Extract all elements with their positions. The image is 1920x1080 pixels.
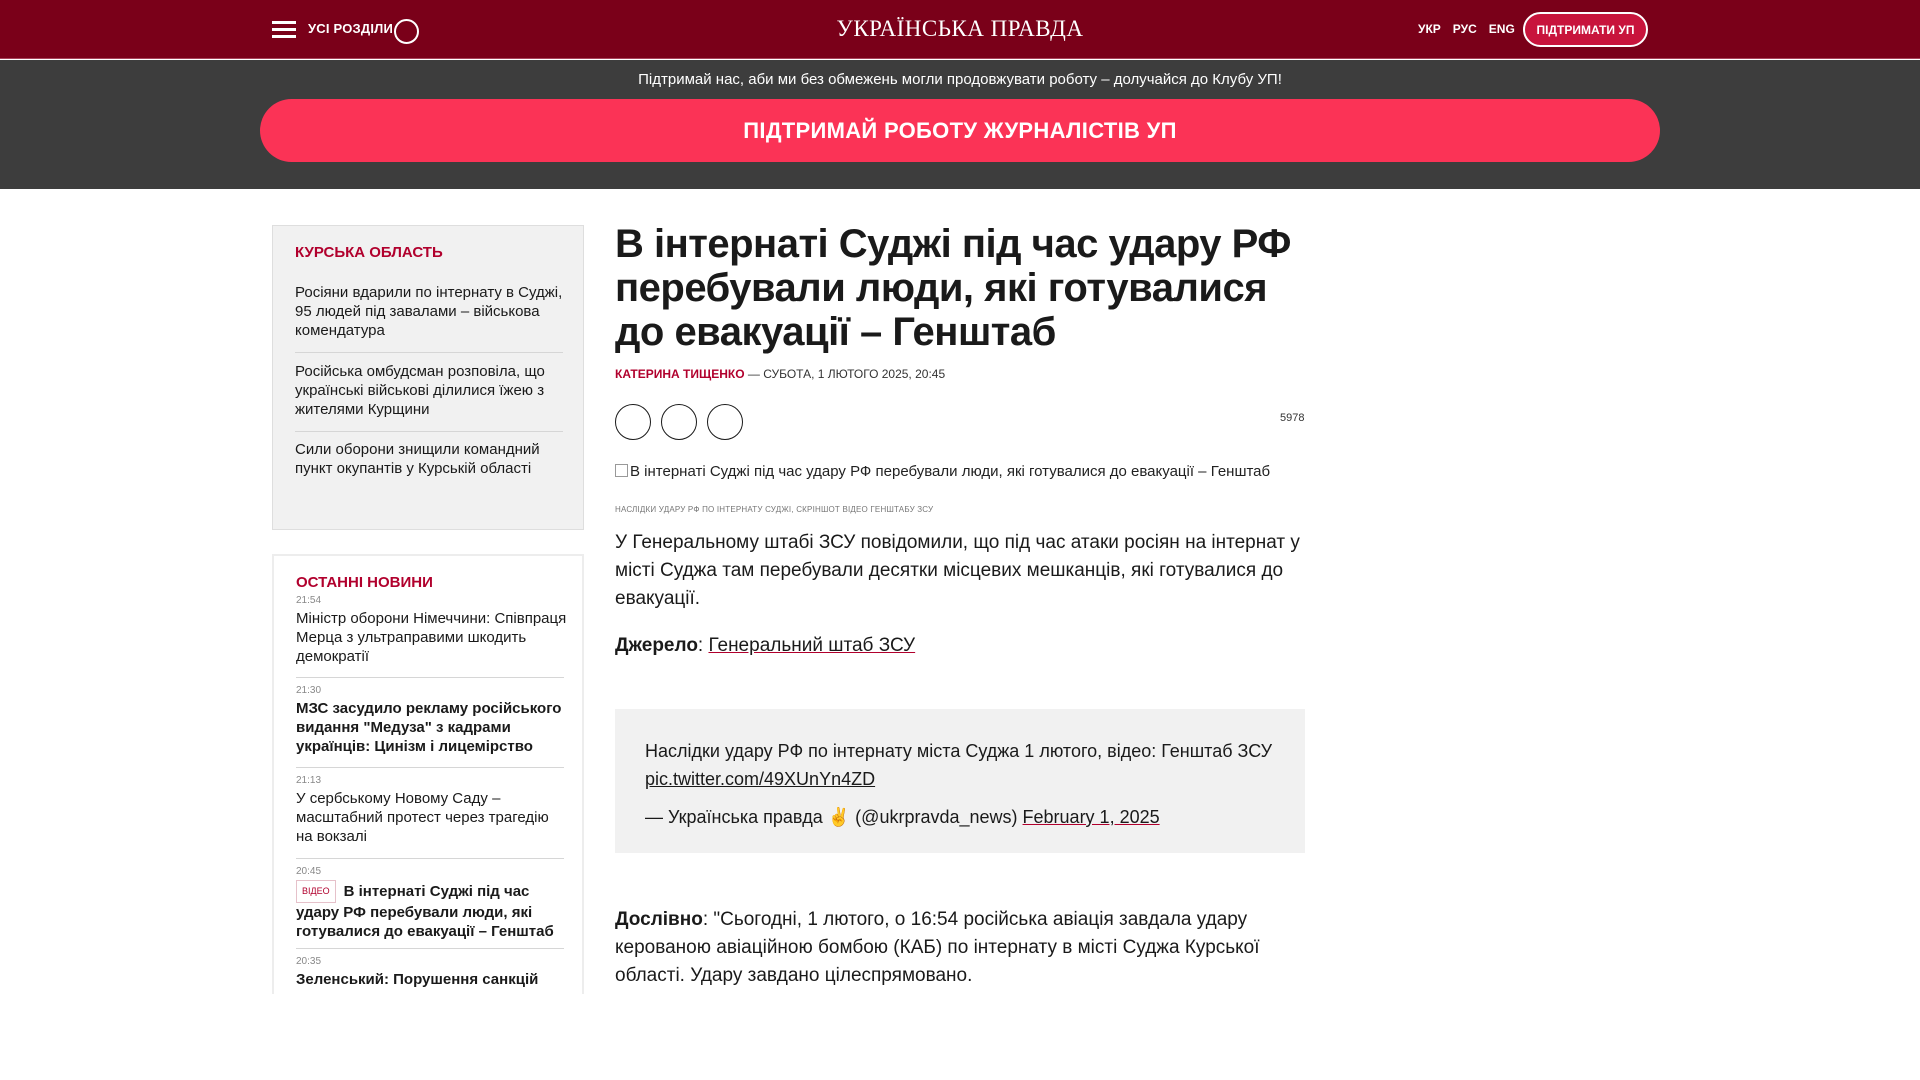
quote-text: : "Сьогодні, 1 лютого, о 16:54 російська авіація завдала удару керованою авіаційною бомбою (КАБ) по інтернату в місті Суджа Курської області. Удару завдано цілеспрямовано.: [615, 909, 1260, 986]
tweet-text: [645, 737, 1285, 793]
divider: [295, 431, 563, 432]
source-link[interactable]: Генеральний штаб ЗСУ: [708, 635, 916, 656]
news-time: 20:45: [296, 866, 322, 877]
news-title-video[interactable]: [296, 880, 568, 941]
tweet-media-link[interactable]: pic.twitter.com/49XUnYn4ZD: [645, 769, 876, 789]
news-title[interactable]: У сербському Новому Саду – масштабний протест через трагедію на вокзалі: [296, 790, 549, 845]
all-sections-link[interactable]: УСІ РОЗДІЛИ: [308, 21, 393, 36]
news-time: 21:30: [296, 685, 322, 696]
article-byline: [615, 367, 945, 381]
byline-dash: —: [744, 367, 764, 381]
lang-ukr[interactable]: УКР: [1418, 22, 1441, 36]
related-item[interactable]: Росіяни вдарили по інтернату в Суджі, 95 людей під завалами – військова комендатура: [295, 284, 563, 339]
embedded-tweet: [615, 709, 1305, 853]
divider: [296, 948, 564, 949]
tweet-date-link[interactable]: February 1, 2025: [1022, 807, 1160, 827]
source-line: [615, 632, 1315, 660]
news-time: 20:35: [296, 956, 322, 967]
support-button[interactable]: ПІДТРИМАТИ УП: [1523, 12, 1648, 47]
latest-news-title[interactable]: ОСТАННІ НОВИНИ: [296, 574, 433, 591]
news-title[interactable]: Зеленський: Порушення санкцій: [296, 971, 539, 988]
share-telegram-icon[interactable]: [707, 404, 743, 440]
image-caption: НАСЛІДКИ УДАРУ РФ ПО ІНТЕРНАТУ СУДЖІ, СКРІНШОТ ВІДЕО ГЕНШТАБУ ЗСУ: [615, 505, 934, 514]
broken-image-icon: [615, 464, 628, 477]
image-alt-text: В інтернаті Суджі під час удару РФ перебували люди, які готувалися до евакуації – Генштаб: [630, 463, 1271, 480]
source-colon: :: [697, 635, 709, 656]
video-badge: ВІДЕО: [296, 880, 336, 903]
latest-news-box: [272, 554, 584, 994]
tweet-author: — Українська правда ✌️ (@ukrpravda_news): [645, 807, 1023, 827]
news-title[interactable]: МЗС засудило рекламу російського видання "Медуза" з кадрами українців: Цинізм і лицемірство: [296, 700, 562, 755]
view-count: 5978: [1280, 412, 1305, 424]
quote-label: Дослівно: [615, 909, 703, 930]
language-switcher: [1418, 22, 1515, 36]
support-journalists-button[interactable]: ПІДТРИМАЙ РОБОТУ ЖУРНАЛІСТІВ УП: [260, 99, 1660, 162]
news-title[interactable]: Міністр оборони Німеччини: Співпраця Мерца з ультраправими шкодить демократії: [296, 610, 567, 665]
share-twitter-icon[interactable]: [661, 404, 697, 440]
article-headline: В інтернаті Суджі під час удару РФ перебували люди, які готувалися до евакуації – Генштаб: [615, 222, 1291, 354]
related-topic-title[interactable]: КУРСЬКА ОБЛАСТЬ: [295, 244, 443, 261]
article-date: СУБОТА, 1 ЛЮТОГО 2025, 20:45: [763, 367, 946, 381]
divider: [296, 767, 564, 768]
related-item[interactable]: Сили оборони знищили командний пункт окупантів у Курській області: [295, 441, 540, 477]
article-quote: [615, 906, 1315, 990]
news-time: 21:54: [296, 595, 322, 606]
source-label: Джерело: [615, 635, 698, 656]
related-topic-box: [272, 225, 584, 530]
article-image: [615, 463, 1275, 480]
divider: [296, 858, 564, 859]
author-link[interactable]: КАТЕРИНА ТИЩЕНКО: [615, 367, 745, 381]
tweet-body: Наслідки удару РФ по інтернату міста Суджа 1 лютого, відео: Генштаб ЗСУ: [645, 741, 1273, 761]
divider: [295, 352, 563, 353]
news-title-text: В інтернаті Суджі під час удару РФ перебували люди, які готувалися до евакуації – Генштаб: [296, 883, 554, 940]
lang-rus[interactable]: РУС: [1452, 22, 1477, 36]
site-header: [0, 0, 1920, 59]
share-facebook-icon[interactable]: [615, 404, 651, 440]
news-time: 21:13: [296, 775, 322, 786]
site-logo[interactable]: УКРАЇНСЬКА ПРАВДА: [836, 16, 1084, 41]
lang-eng[interactable]: ENG: [1488, 22, 1515, 36]
article-lead: У Генеральному штабі ЗСУ повідомили, що під час атаки росіян на інтернат у місті Суджа там перебували десятки місцевих мешканців, які готувалися до евакуації.: [615, 532, 1300, 609]
support-banner: [0, 60, 1920, 189]
divider: [296, 677, 564, 678]
tweet-signature: [645, 803, 1285, 831]
support-banner-text: Підтримай нас, аби ми без обмежень могли продовжувати роботу – долучайся до Клубу УП!: [638, 71, 1282, 88]
related-item[interactable]: Російська омбудсман розповіла, що українські військові ділилися їжею з жителями Курщини: [295, 363, 545, 418]
